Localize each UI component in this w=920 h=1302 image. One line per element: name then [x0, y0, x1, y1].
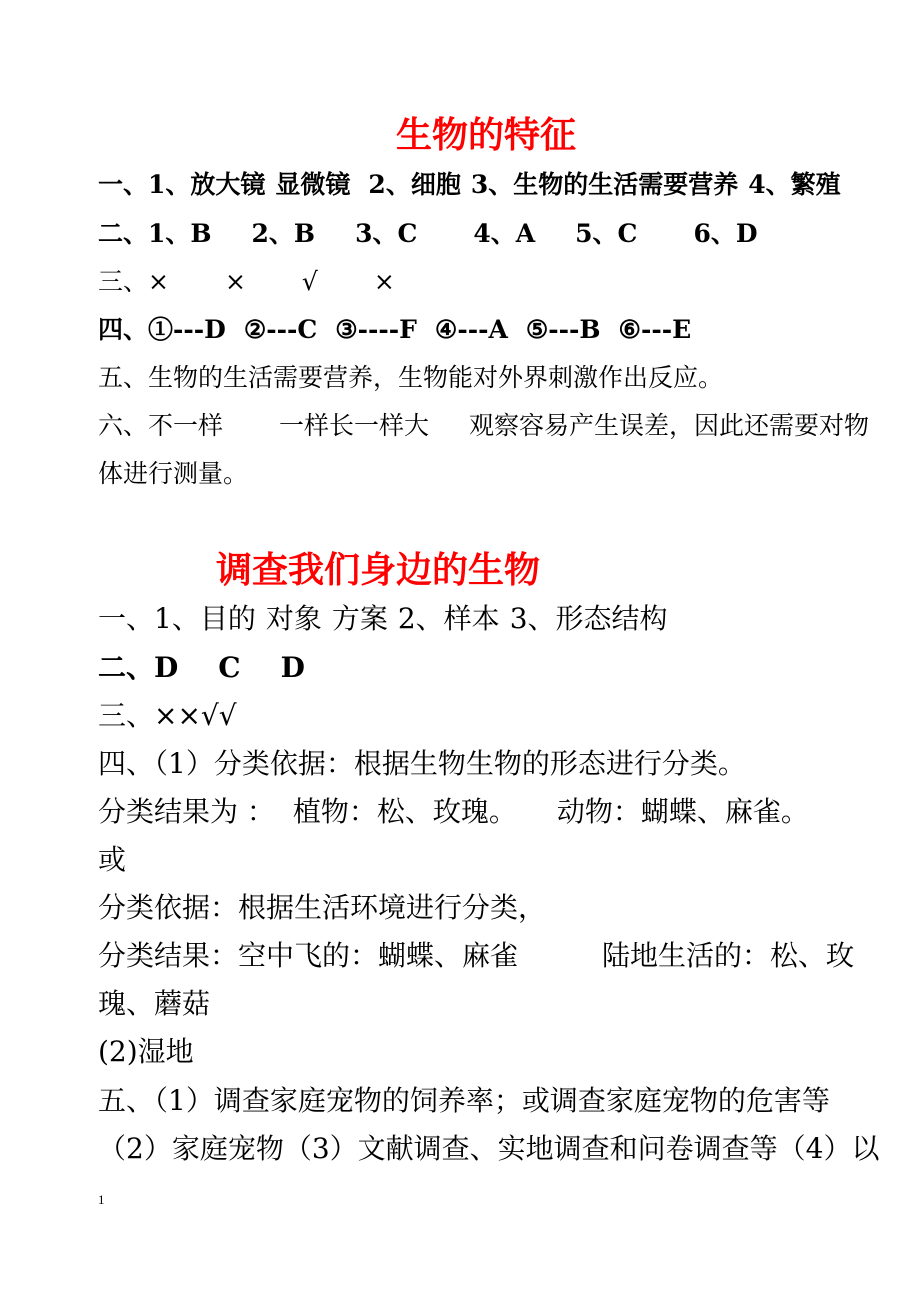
s1-q3-c: √: [301, 267, 318, 296]
s2-q4-animals: 动物：蝴蝶、麻雀。: [556, 795, 809, 828]
s1-q1-b: 显微镜: [275, 170, 351, 199]
s2-q2-b: C: [218, 651, 241, 684]
s2-q1-e: 3、形态结构: [509, 602, 668, 635]
section2-answer-3: 三、××√√: [98, 699, 237, 732]
s2-q4-air: 分类结果：空中飞的：蝴蝶、麻雀: [98, 939, 519, 972]
s1-q4-d: ④---A: [434, 315, 508, 344]
s1-q4-f: ⑥---E: [618, 315, 692, 344]
section2-answer-4-line-4: [98, 939, 855, 972]
s2-q1-b: 对象: [265, 602, 322, 635]
section1-answer-4: [98, 317, 691, 342]
section2-answer-4-line-2: [98, 795, 809, 828]
s1-q3-b: ×: [224, 267, 246, 296]
section2-answer-1: [98, 602, 668, 635]
s2-q2-c: D: [280, 651, 305, 684]
s1-q2-c: 3、C: [355, 219, 418, 248]
s2-q1-d: 2、样本: [397, 602, 500, 635]
s1-q1-a: 一、1、放大镜: [98, 170, 266, 199]
s1-q4-b: ②---C: [243, 315, 318, 344]
section1-answer-5: 五、生物的生活需要营养，生物能对外界刺激作出反应。: [98, 363, 724, 392]
s1-q1-d: 3、生物的生活需要营养: [470, 170, 739, 199]
s2-q4-plants: 植物：松、玫瑰。: [292, 795, 517, 828]
section2-answer-4-line-5: 瑰、蘑菇: [98, 987, 211, 1020]
s1-q4-c: ③----F: [335, 315, 417, 344]
section2-answer-4-part-2: (2)湿地: [98, 1035, 194, 1068]
s2-q1-c: 方案: [331, 602, 388, 635]
section1-answer-6-continued: 体进行测量。: [98, 459, 249, 488]
s1-q3-d: ×: [373, 267, 395, 296]
section2-answer-5-line-1: 五、（1）调查家庭宠物的饲养率；或调查家庭宠物的危害等: [98, 1084, 830, 1117]
section2-answer-4-or: 或: [98, 843, 127, 876]
s1-q2-d: 4、A: [473, 219, 536, 248]
s1-q1-e: 4、繁殖: [748, 170, 841, 199]
section1-answer-3: [98, 269, 395, 294]
s1-q2-a: 二、1、B: [98, 219, 212, 248]
s1-q2-e: 5、C: [575, 219, 638, 248]
s2-q2-a: 二、D: [98, 651, 179, 684]
s2-q1-a: 一、1、目的: [98, 602, 256, 635]
s2-q4-land: 陆地生活的：松、玫: [602, 939, 855, 972]
section2-answer-5-line-2: （2）家庭宠物（3）文献调查、实地调查和问卷调查等（4）以: [98, 1132, 880, 1165]
s1-q1-c: 2、细胞: [368, 170, 461, 199]
section1-title: 生物的特征: [396, 114, 577, 156]
s1-q6-c: 观察容易产生误差，因此还需要对物: [469, 411, 870, 440]
section2-answer-4-line-1: 四、（1）分类依据：根据生物生物的形态进行分类。: [98, 747, 746, 780]
s1-q2-b: 2、B: [251, 219, 316, 248]
section1-answer-6: [98, 413, 869, 438]
section2-title: 调查我们身边的生物: [216, 549, 541, 591]
s2-q4-result-label: 分类结果为 ：: [98, 795, 275, 828]
s1-q6-a: 六、不一样: [98, 411, 224, 440]
page-number: 1: [98, 1192, 105, 1207]
section2-answer-4-line-3: 分类依据：根据生活环境进行分类，: [98, 891, 547, 924]
section2-answer-2: [98, 651, 305, 684]
s1-q4-a: 四、①---D: [98, 315, 226, 344]
s1-q2-f: 6、D: [693, 219, 758, 248]
s1-q4-e: ⑤---B: [525, 315, 601, 344]
s1-q3-a: 三、×: [98, 267, 169, 296]
section1-answer-1: [98, 172, 841, 197]
section1-answer-2: [98, 221, 758, 246]
s1-q6-b: 一样长一样大: [279, 411, 430, 440]
